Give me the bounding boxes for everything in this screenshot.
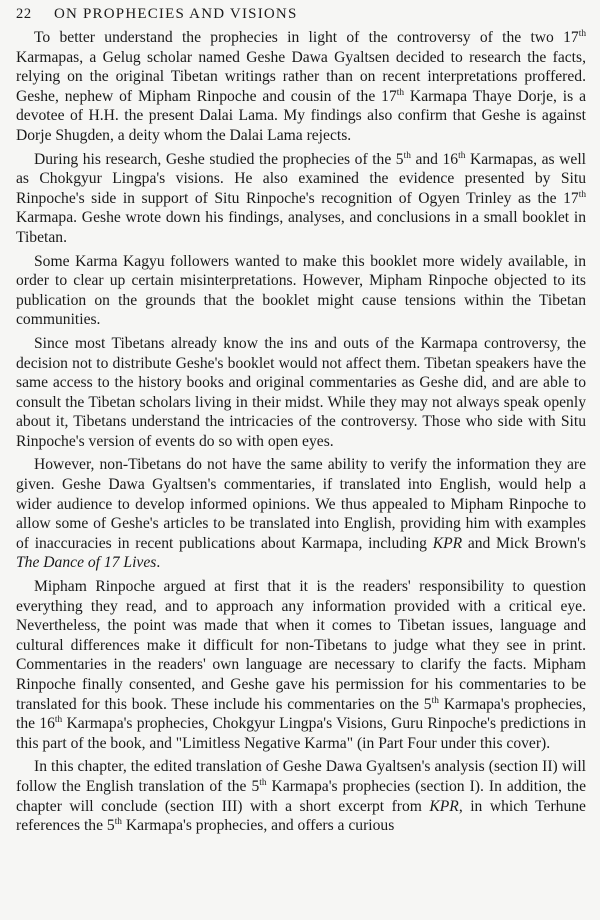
page-number: 22 bbox=[16, 6, 32, 22]
paragraph: During his research, Geshe studied the prophecies of the 5th and 16th Karmapas, as well as Chokgyur Lingpa's visions. He also examined the evidence presented by Situ Rinpoche's side in support of Situ Rinpoche's recognition of Ogyen Trinley as the 17th Karmapa. Geshe wrote down his findings, analyses, and conclusions in a small booklet in Tibetan. bbox=[16, 150, 586, 246]
running-header bbox=[16, 6, 586, 28]
body-text bbox=[16, 28, 586, 836]
paragraph: Some Karma Kagyu followers wanted to make this booklet more widely available, in order to clear up certain misinterpretations. However, Mipham Rinpoche objected to its publication on the grounds that the booklet might cause tensions within the Tibetan communities. bbox=[16, 252, 586, 329]
paragraph: Mipham Rinpoche argued at first that it is the readers' responsibility to question everything they read, and to approach any information provided with a critical eye. Nevertheless, the point was made that when it comes to Tibetan issues, language and cultural differences make it difficult for non-Tibetans to judge what they see in print. Commentaries in the readers' own language are necessary to clarify the facts. Mipham Rinpoche finally consented, and Geshe gave his permission for his commentaries to be translated for this book. These include his commentaries on the 5th Karmapa's prophecies, the 16th Karmapa's prophecies, Chokgyur Lingpa's Visions, Guru Rinpoche's predictions in this part of the book, and "Limitless Negative Karma" (in Part Four under this cover). bbox=[16, 578, 587, 752]
paragraph: However, non-Tibetans do not have the same ability to verify the information they are given. Geshe Dawa Gyaltsen's commentaries, if translated into English, would help a wider audience to develop informed opinions. We thus appealed to Mipham Rinpoche to allow some of Geshe's articles to be translated into English, providing him with examples of inaccuracies in recent publications about Karmapa, including KPR and Mick Brown's The Dance of 17 Lives. bbox=[16, 456, 587, 572]
paragraph: In this chapter, the edited translation of Geshe Dawa Gyaltsen's analysis (section II) will follow the English translation of the 5th Karmapa's prophecies (section I). In addition, the chapter will conclude (section III) with a short excerpt from KPR, in which Terhune references the 5th Karmapa's prophecies, and offers a curious bbox=[16, 758, 586, 835]
paragraph: To better understand the prophecies in light of the controversy of the two 17th Karmapas, a Gelug scholar named Geshe Dawa Gyaltsen decided to research the facts, relying on the original Tibetan writings rather than on recent interpretations proffered. Geshe, nephew of Mipham Rinpoche and cousin of the 17th Karmapa Thaye Dorje, is a devotee of H.H. the present Dalai Lama. My findings also confirm that Geshe is against Dorje Shugden, a deity whom the Dalai Lama rejects. bbox=[16, 28, 587, 144]
paragraph: Since most Tibetans already know the ins and outs of the Karmapa controversy, the decision not to distribute Geshe's booklet would not affect them. Tibetan speakers have the same access to the history books and original commentaries as Geshe did, and are able to consult the Tibetan scholars living in their midst. While they may not always speak openly about it, Tibetans understand the intricacies of the controversy. Those who side with Situ Rinpoche's version of events do so with open eyes. bbox=[16, 334, 586, 450]
running-title: ON PROPHECIES AND VISIONS bbox=[54, 6, 298, 22]
